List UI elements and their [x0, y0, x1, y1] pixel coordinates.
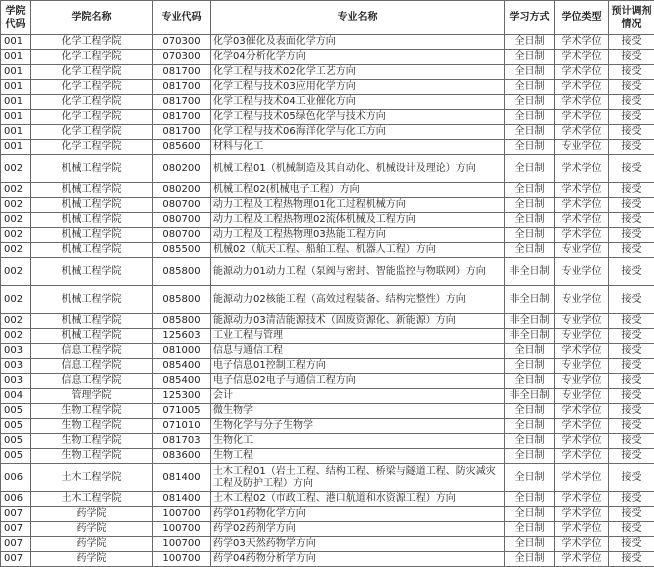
- adjust-cell: 接受: [609, 183, 654, 198]
- degree-type-cell: 学术学位: [555, 492, 609, 507]
- major-name-cell: 土木工程02（市政工程、港口航道和水资源工程）方向: [211, 492, 505, 507]
- study-mode-cell: 全日制: [505, 198, 555, 213]
- major-name-cell: 工业工程与管理: [211, 329, 505, 344]
- table-row: [1, 492, 654, 507]
- adjust-cell: 接受: [609, 344, 654, 359]
- college-code-cell: 002: [1, 243, 31, 258]
- study-mode-cell: 非全日制: [505, 314, 555, 329]
- major-code-cell: 081700: [153, 95, 211, 110]
- table-row: [1, 155, 654, 183]
- college-code-cell: 004: [1, 389, 31, 404]
- college-name-cell: 化学工程学院: [31, 65, 153, 80]
- college-code-cell: 001: [1, 140, 31, 155]
- college-code-cell: 002: [1, 314, 31, 329]
- college-name-cell: 化学工程学院: [31, 110, 153, 125]
- major-code-cell: 081700: [153, 125, 211, 140]
- table-row: [1, 243, 654, 258]
- table-row: [1, 359, 654, 374]
- major-name-cell: 药学04药物分析学方向: [211, 552, 505, 567]
- table-row: [1, 449, 654, 464]
- adjust-cell: 接受: [609, 419, 654, 434]
- college-name-cell: 药学院: [31, 507, 153, 522]
- major-name-cell: 机械工程01（机械制造及其自动化、机械设计及理论）方向: [211, 155, 505, 183]
- college-name-cell: 化学工程学院: [31, 140, 153, 155]
- adjust-cell: 接受: [609, 404, 654, 419]
- major-code-cell: 100700: [153, 537, 211, 552]
- study-mode-cell: 非全日制: [505, 286, 555, 314]
- adjust-cell: 接受: [609, 155, 654, 183]
- college-code-cell: 001: [1, 35, 31, 50]
- table-row: [1, 389, 654, 404]
- college-code-cell: 002: [1, 329, 31, 344]
- table-row: [1, 198, 654, 213]
- college-name-cell: 生物工程学院: [31, 434, 153, 449]
- study-mode-cell: 全日制: [505, 140, 555, 155]
- header-college-name: 学院名称: [31, 1, 153, 35]
- degree-type-cell: 学术学位: [555, 228, 609, 243]
- major-name-cell: 能源动力03清洁能源技术（固废资源化、新能源）方向: [211, 314, 505, 329]
- college-code-cell: 005: [1, 449, 31, 464]
- study-mode-cell: 全日制: [505, 344, 555, 359]
- study-mode-cell: 全日制: [505, 65, 555, 80]
- college-name-cell: 机械工程学院: [31, 183, 153, 198]
- major-code-cell: 083600: [153, 449, 211, 464]
- major-name-cell: 生物化学与分子生物学: [211, 419, 505, 434]
- adjust-cell: 接受: [609, 258, 654, 286]
- adjust-cell: 接受: [609, 449, 654, 464]
- major-code-cell: 071010: [153, 419, 211, 434]
- college-name-cell: 生物工程学院: [31, 419, 153, 434]
- college-name-cell: 土木工程学院: [31, 492, 153, 507]
- major-name-cell: 化学工程与技术03应用化学方向: [211, 80, 505, 95]
- degree-type-cell: 学术学位: [555, 183, 609, 198]
- study-mode-cell: 全日制: [505, 492, 555, 507]
- major-name-cell: 电子信息02电子与通信工程方向: [211, 374, 505, 389]
- college-code-cell: 003: [1, 374, 31, 389]
- study-mode-cell: 全日制: [505, 359, 555, 374]
- college-name-cell: 药学院: [31, 522, 153, 537]
- degree-type-cell: 学术学位: [555, 50, 609, 65]
- major-name-cell: 机械工程02(机械电子工程）方向: [211, 183, 505, 198]
- study-mode-cell: 全日制: [505, 80, 555, 95]
- table-row: [1, 258, 654, 286]
- major-code-cell: 125603: [153, 329, 211, 344]
- major-name-cell: 电子信息01控制工程方向: [211, 359, 505, 374]
- adjust-cell: 接受: [609, 434, 654, 449]
- adjust-cell: 接受: [609, 492, 654, 507]
- degree-type-cell: 学术学位: [555, 434, 609, 449]
- degree-type-cell: 学术学位: [555, 552, 609, 567]
- study-mode-cell: 非全日制: [505, 258, 555, 286]
- table-row: [1, 228, 654, 243]
- table-row: [1, 183, 654, 198]
- college-code-cell: 001: [1, 125, 31, 140]
- adjust-cell: 接受: [609, 228, 654, 243]
- table-row: [1, 419, 654, 434]
- adjust-cell: 接受: [609, 65, 654, 80]
- degree-type-cell: 学术学位: [555, 344, 609, 359]
- study-mode-cell: 全日制: [505, 50, 555, 65]
- college-name-cell: 化学工程学院: [31, 125, 153, 140]
- degree-type-cell: 学术学位: [555, 198, 609, 213]
- adjust-cell: 接受: [609, 537, 654, 552]
- adjust-cell: 接受: [609, 35, 654, 50]
- college-code-cell: 001: [1, 80, 31, 95]
- table-header: [1, 1, 654, 35]
- college-name-cell: 机械工程学院: [31, 228, 153, 243]
- college-name-cell: 化学工程学院: [31, 95, 153, 110]
- college-name-cell: 信息工程学院: [31, 344, 153, 359]
- college-name-cell: 药学院: [31, 552, 153, 567]
- college-code-cell: 007: [1, 507, 31, 522]
- college-code-cell: 002: [1, 228, 31, 243]
- major-name-cell: 会计: [211, 389, 505, 404]
- major-name-cell: 化学工程与技术04工业催化方向: [211, 95, 505, 110]
- adjust-cell: 接受: [609, 552, 654, 567]
- adjust-cell: 接受: [609, 50, 654, 65]
- major-name-cell: 药学01药物化学方向: [211, 507, 505, 522]
- major-code-cell: 080200: [153, 183, 211, 198]
- study-mode-cell: 全日制: [505, 228, 555, 243]
- adjust-cell: 接受: [609, 359, 654, 374]
- college-name-cell: 药学院: [31, 537, 153, 552]
- major-code-cell: 081000: [153, 344, 211, 359]
- study-mode-cell: 全日制: [505, 419, 555, 434]
- adjust-cell: 接受: [609, 507, 654, 522]
- header-row: [1, 1, 654, 35]
- college-code-cell: 001: [1, 95, 31, 110]
- study-mode-cell: 全日制: [505, 213, 555, 228]
- college-name-cell: 信息工程学院: [31, 374, 153, 389]
- degree-type-cell: 学术学位: [555, 35, 609, 50]
- table-row: [1, 50, 654, 65]
- degree-type-cell: 学术学位: [555, 404, 609, 419]
- header-adjust: 预计调剂情况: [609, 1, 654, 35]
- college-code-cell: 007: [1, 552, 31, 567]
- college-name-cell: 化学工程学院: [31, 50, 153, 65]
- college-code-cell: 002: [1, 258, 31, 286]
- degree-type-cell: 专业学位: [555, 389, 609, 404]
- table-row: [1, 35, 654, 50]
- college-name-cell: 机械工程学院: [31, 155, 153, 183]
- major-code-cell: 081700: [153, 65, 211, 80]
- table-row: [1, 344, 654, 359]
- degree-type-cell: 专业学位: [555, 243, 609, 258]
- table-row: [1, 507, 654, 522]
- degree-type-cell: 专业学位: [555, 329, 609, 344]
- major-name-cell: 药学03天然药物学方向: [211, 537, 505, 552]
- header-study-mode: 学习方式: [505, 1, 555, 35]
- adjust-cell: 接受: [609, 213, 654, 228]
- degree-type-cell: 专业学位: [555, 258, 609, 286]
- degree-type-cell: 学术学位: [555, 95, 609, 110]
- major-code-cell: 080200: [153, 155, 211, 183]
- degree-type-cell: 学术学位: [555, 464, 609, 492]
- study-mode-cell: 全日制: [505, 155, 555, 183]
- major-code-cell: 100700: [153, 552, 211, 567]
- degree-type-cell: 专业学位: [555, 286, 609, 314]
- major-code-cell: 070300: [153, 50, 211, 65]
- major-name-cell: 动力工程及工程热物理03热能工程方向: [211, 228, 505, 243]
- degree-type-cell: 学术学位: [555, 522, 609, 537]
- college-name-cell: 机械工程学院: [31, 243, 153, 258]
- table-row: [1, 213, 654, 228]
- major-code-cell: 085600: [153, 140, 211, 155]
- study-mode-cell: 全日制: [505, 183, 555, 198]
- college-name-cell: 信息工程学院: [31, 359, 153, 374]
- degree-type-cell: 专业学位: [555, 314, 609, 329]
- college-code-cell: 003: [1, 344, 31, 359]
- table-row: [1, 140, 654, 155]
- college-code-cell: 006: [1, 464, 31, 492]
- table-row: [1, 329, 654, 344]
- major-name-cell: 动力工程及工程热物理02流体机械及工程方向: [211, 213, 505, 228]
- degree-type-cell: 学术学位: [555, 110, 609, 125]
- table-row: [1, 125, 654, 140]
- major-code-cell: 070300: [153, 35, 211, 50]
- adjust-cell: 接受: [609, 374, 654, 389]
- major-name-cell: 微生物学: [211, 404, 505, 419]
- college-code-cell: 003: [1, 359, 31, 374]
- major-code-cell: 100700: [153, 507, 211, 522]
- major-code-cell: 071005: [153, 404, 211, 419]
- table-row: [1, 65, 654, 80]
- study-mode-cell: 全日制: [505, 95, 555, 110]
- major-code-cell: 085800: [153, 286, 211, 314]
- major-code-cell: 080700: [153, 198, 211, 213]
- table-row: [1, 110, 654, 125]
- college-code-cell: 002: [1, 286, 31, 314]
- college-name-cell: 化学工程学院: [31, 35, 153, 50]
- adjust-cell: 接受: [609, 80, 654, 95]
- major-name-cell: 能源动力02核能工程（高效过程装备、结构完整性）方向: [211, 286, 505, 314]
- table-row: [1, 80, 654, 95]
- adjust-cell: 接受: [609, 464, 654, 492]
- major-code-cell: 081703: [153, 434, 211, 449]
- header-degree-type: 学位类型: [555, 1, 609, 35]
- adjust-cell: 接受: [609, 198, 654, 213]
- study-mode-cell: 全日制: [505, 449, 555, 464]
- header-major-code: 专业代码: [153, 1, 211, 35]
- major-name-cell: 机械02（航天工程、船舶工程、机器人工程）方向: [211, 243, 505, 258]
- degree-type-cell: 专业学位: [555, 374, 609, 389]
- major-name-cell: 动力工程及工程热物理01化工过程机械方向: [211, 198, 505, 213]
- college-code-cell: 001: [1, 110, 31, 125]
- adjust-cell: 接受: [609, 140, 654, 155]
- college-code-cell: 007: [1, 537, 31, 552]
- study-mode-cell: 全日制: [505, 507, 555, 522]
- major-name-cell: 化学工程与技术06海洋化学与化工方向: [211, 125, 505, 140]
- college-code-cell: 005: [1, 419, 31, 434]
- major-code-cell: 085800: [153, 314, 211, 329]
- major-code-cell: 081400: [153, 492, 211, 507]
- study-mode-cell: 非全日制: [505, 329, 555, 344]
- degree-type-cell: 学术学位: [555, 125, 609, 140]
- college-name-cell: 机械工程学院: [31, 213, 153, 228]
- adjust-cell: 接受: [609, 522, 654, 537]
- major-name-cell: 化学工程与技术02化学工艺方向: [211, 65, 505, 80]
- table-row: [1, 314, 654, 329]
- adjust-cell: 接受: [609, 314, 654, 329]
- major-name-cell: 化学03催化及表面化学方向: [211, 35, 505, 50]
- major-name-cell: 生物工程: [211, 449, 505, 464]
- adjust-cell: 接受: [609, 329, 654, 344]
- major-code-cell: 081700: [153, 80, 211, 95]
- study-mode-cell: 全日制: [505, 125, 555, 140]
- college-name-cell: 机械工程学院: [31, 258, 153, 286]
- major-name-cell: 生物化工: [211, 434, 505, 449]
- major-name-cell: 信息与通信工程: [211, 344, 505, 359]
- adjust-cell: 接受: [609, 95, 654, 110]
- adjust-cell: 接受: [609, 110, 654, 125]
- college-name-cell: 生物工程学院: [31, 449, 153, 464]
- adjust-cell: 接受: [609, 125, 654, 140]
- study-mode-cell: 全日制: [505, 374, 555, 389]
- college-name-cell: 土木工程学院: [31, 464, 153, 492]
- study-mode-cell: 全日制: [505, 243, 555, 258]
- table-row: [1, 404, 654, 419]
- study-mode-cell: 全日制: [505, 110, 555, 125]
- degree-type-cell: 学术学位: [555, 419, 609, 434]
- degree-type-cell: 学术学位: [555, 507, 609, 522]
- major-code-cell: 085400: [153, 359, 211, 374]
- degree-type-cell: 专业学位: [555, 140, 609, 155]
- degree-type-cell: 专业学位: [555, 359, 609, 374]
- college-name-cell: 机械工程学院: [31, 314, 153, 329]
- degree-type-cell: 学术学位: [555, 537, 609, 552]
- college-code-cell: 002: [1, 155, 31, 183]
- header-college-code: 学院代码: [1, 1, 31, 35]
- college-code-cell: 007: [1, 522, 31, 537]
- major-code-cell: 081400: [153, 464, 211, 492]
- study-mode-cell: 全日制: [505, 404, 555, 419]
- major-code-cell: 125300: [153, 389, 211, 404]
- college-name-cell: 机械工程学院: [31, 198, 153, 213]
- study-mode-cell: 全日制: [505, 552, 555, 567]
- major-code-cell: 100700: [153, 522, 211, 537]
- degree-type-cell: 学术学位: [555, 213, 609, 228]
- college-code-cell: 006: [1, 492, 31, 507]
- college-name-cell: 化学工程学院: [31, 80, 153, 95]
- major-name-cell: 土木工程01（岩土工程、结构工程、桥梁与隧道工程、防灾减灾工程及防护工程）方向: [211, 464, 505, 492]
- table-body: [1, 35, 654, 567]
- major-code-cell: 085500: [153, 243, 211, 258]
- study-mode-cell: 全日制: [505, 522, 555, 537]
- degree-type-cell: 学术学位: [555, 449, 609, 464]
- degree-type-cell: 学术学位: [555, 65, 609, 80]
- major-code-cell: 081700: [153, 110, 211, 125]
- study-mode-cell: 全日制: [505, 434, 555, 449]
- college-name-cell: 机械工程学院: [31, 286, 153, 314]
- major-name-cell: 药学02药剂学方向: [211, 522, 505, 537]
- college-name-cell: 机械工程学院: [31, 329, 153, 344]
- table-row: [1, 286, 654, 314]
- college-code-cell: 005: [1, 434, 31, 449]
- major-name-cell: 化学工程与技术05绿色化学与技术方向: [211, 110, 505, 125]
- major-name-cell: 化学04分析化学方向: [211, 50, 505, 65]
- study-mode-cell: 全日制: [505, 35, 555, 50]
- table-row: [1, 522, 654, 537]
- degree-type-cell: 学术学位: [555, 80, 609, 95]
- major-code-cell: 080700: [153, 213, 211, 228]
- major-code-cell: 080700: [153, 228, 211, 243]
- college-code-cell: 002: [1, 198, 31, 213]
- major-code-cell: 085800: [153, 258, 211, 286]
- table-row: [1, 434, 654, 449]
- college-name-cell: 生物工程学院: [31, 404, 153, 419]
- degree-type-cell: 学术学位: [555, 155, 609, 183]
- college-name-cell: 管理学院: [31, 389, 153, 404]
- college-code-cell: 002: [1, 213, 31, 228]
- college-code-cell: 005: [1, 404, 31, 419]
- college-code-cell: 001: [1, 65, 31, 80]
- college-code-cell: 001: [1, 50, 31, 65]
- major-name-cell: 材料与化工: [211, 140, 505, 155]
- study-mode-cell: 非全日制: [505, 389, 555, 404]
- study-mode-cell: 全日制: [505, 537, 555, 552]
- header-major-name: 专业名称: [211, 1, 505, 35]
- table-row: [1, 552, 654, 567]
- major-code-cell: 085400: [153, 374, 211, 389]
- table-row: [1, 95, 654, 110]
- major-name-cell: 能源动力01动力工程（泵阀与密封、智能监控与物联网）方向: [211, 258, 505, 286]
- adjust-cell: 接受: [609, 243, 654, 258]
- study-mode-cell: 全日制: [505, 464, 555, 492]
- college-code-cell: 002: [1, 183, 31, 198]
- table-row: [1, 374, 654, 389]
- table-row: [1, 537, 654, 552]
- table-row: [1, 464, 654, 492]
- adjust-cell: 接受: [609, 286, 654, 314]
- adjust-cell: 接受: [609, 389, 654, 404]
